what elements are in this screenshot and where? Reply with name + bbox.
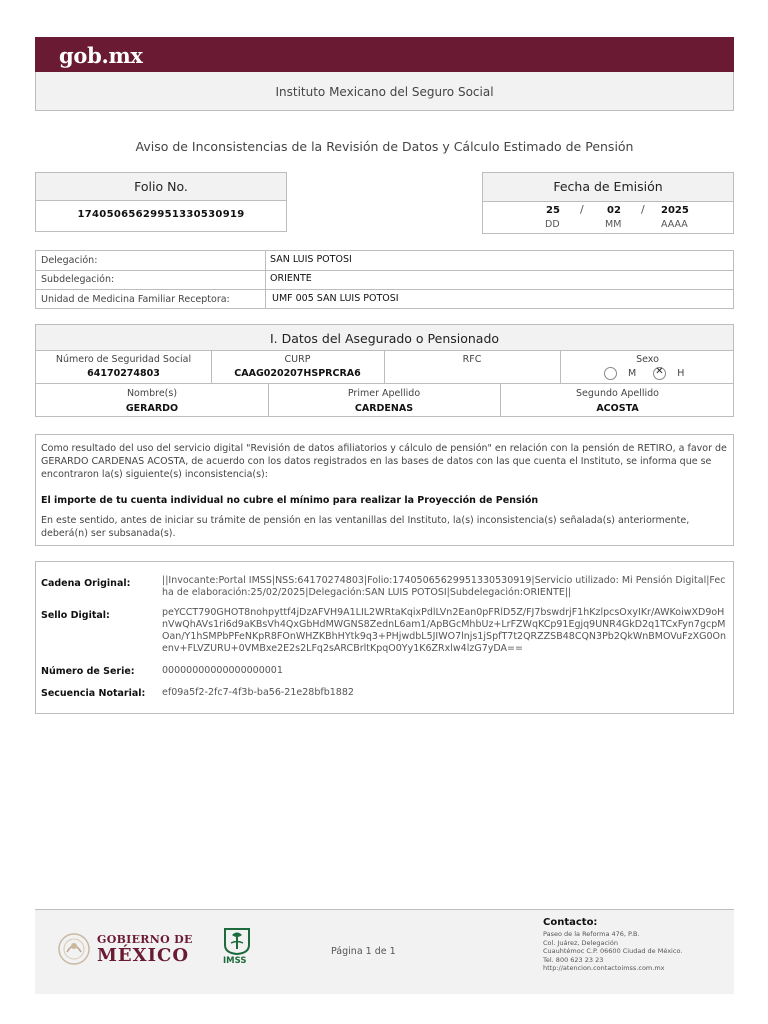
fecha-year: 2025 [661, 205, 689, 216]
sexo-m-label: M [628, 368, 637, 379]
gob-mx-logo[interactable]: gob.mx [59, 43, 143, 68]
secuencia-label: Secuencia Notarial: [41, 688, 146, 699]
rfc-label: RFC [462, 354, 482, 365]
mensaje-p3: En este sentido, antes de iniciar su trámite de pensión en las ventanillas del Instituto, la(s) inconsistencia(s) señalada(s) anteriormente, deberá(n) ser subsanada(s). [41, 515, 690, 539]
mexico-label: MÉXICO [97, 945, 190, 966]
escudo-nacional-icon [57, 930, 91, 968]
curp-label: CURP [284, 354, 311, 365]
sexo-h-radio[interactable] [653, 367, 666, 380]
contacto-line: Tel. 800 623 23 23 [543, 955, 604, 964]
nss-value: 64170274803 [87, 368, 160, 379]
ap2-label: Segundo Apellido [576, 388, 659, 399]
document-title: Aviso de Inconsistencias de la Revisión de Datos y Cálculo Estimado de Pensión [135, 139, 634, 154]
imss-label: IMSS [223, 956, 247, 966]
nss-label: Número de Seguridad Social [55, 354, 192, 365]
location-row [36, 251, 733, 271]
folio-value: 17405065629951330530919 [77, 209, 245, 220]
institute-name: Instituto Mexicano del Seguro Social [35, 72, 734, 111]
fecha-day: 25 [546, 205, 560, 216]
subdelegacion-value: ORIENTE [270, 273, 312, 284]
sello-value: peYCCT790GHOT8nohpyttf4jDzAFVH9A1LIL2WRtaKqixPdlLVn2Ean0pFRlD5Z/FJ7bswdrjF1hKzlpcsOxyIKr/AWKoiwXD9oHnVwQhAVs1ri6d9aKBsVh4QxGbHdMWGNS8ZednL6am1/ApBGcMhbUz+LrFZWqKCp91Egjq9UNR4GkD2q1TCxFyn7gcpMOan/Y1hSMPbPFeNKpR8FOnWHZKBhHYtk9q3+PHjwdbL5JIWO7lnjs1jSpfT7t2QRZZSB48CQN3Pb2QkWnBMOVuFzXG0Onenv+FLVZURU+0VMBxe2E2s2LFq2sARCBrltKpqO0Yy1K6ZRxlw4lzG7yDA== [162, 607, 727, 654]
ap2-value: ACOSTA [596, 403, 639, 414]
sexo-label: Sexo [636, 354, 659, 365]
serie-value: 00000000000000000001 [162, 665, 283, 676]
subdelegacion-label: Subdelegación: [41, 274, 115, 285]
delegacion-label: Delegación: [41, 255, 98, 266]
contacto-line: Col. Juárez, Delegación [543, 938, 618, 947]
asegurado-title: I. Datos del Asegurado o Pensionado [36, 325, 733, 351]
folio-box [35, 172, 287, 232]
asegurado-table [35, 324, 734, 417]
secuencia-value: ef09a5f2-2fc7-4f3b-ba56-21e28bfb1882 [162, 687, 354, 698]
location-row [36, 289, 733, 309]
gob-header-bar [35, 37, 734, 72]
mensaje-p1: Como resultado del uso del servicio digital "Revisión de datos afiliatorios y cálculo de pensión" en relación con la pensión de RETIRO, a favor de GERARDO CARDENAS ACOSTA, de acuerdo con los datos registrados en las bases de datos con las que cuenta el Instituto, se informa que se encontraron la(s) siguiente(s) inconsistencia(s): [41, 443, 727, 480]
curp-value: CAAG020207HSPRCRA6 [234, 368, 361, 379]
mensaje-p2: El importe de tu cuenta individual no cubre el mínimo para realizar la Proyección de Pensión [41, 495, 539, 506]
location-table [35, 250, 734, 309]
serie-label: Número de Serie: [41, 666, 135, 677]
mensaje-box [35, 434, 734, 546]
sexo-h-label: H [677, 368, 685, 379]
fecha-month: 02 [607, 205, 621, 216]
fecha-day-label: DD [545, 219, 560, 230]
ap1-label: Primer Apellido [347, 388, 421, 399]
page-number: Página 1 de 1 [331, 946, 396, 957]
delegacion-value: SAN LUIS POTOSI [270, 254, 352, 265]
location-row [36, 270, 733, 290]
contacto-line: Paseo de la Reforma 476, P.B. [543, 930, 640, 938]
folio-label: Folio No. [36, 173, 286, 201]
cadena-label: Cadena Original: [41, 578, 131, 589]
nombre-label: Nombre(s) [126, 388, 178, 399]
firma-box [35, 561, 734, 714]
footer [35, 909, 734, 994]
sello-label: Sello Digital: [41, 610, 110, 621]
fecha-month-label: MM [605, 219, 622, 230]
umf-label: Unidad de Medicina Familiar Receptora: [41, 294, 230, 305]
sexo-m-radio[interactable] [604, 367, 617, 380]
contacto-line: Cuauhtémoc C.P. 06600 Ciudad de México. [543, 947, 683, 955]
umf-value: UMF 005 SAN LUIS POTOSI [272, 293, 399, 304]
fecha-sep-2: / [641, 203, 645, 216]
contacto-title: Contacto: [543, 917, 598, 928]
gobierno-de-label: GOBIERNO DE [97, 933, 193, 946]
nombre-value: GERARDO [125, 403, 179, 414]
cadena-value: ||Invocante:Portal IMSS|NSS:64170274803|Folio:17405065629951330530919|Servicio utilizado: Mi Pensión Digital|Fecha de elaboración:25/02/2025|Delegación:SAN LUIS POTOSI|Subdelegación:ORIENTE|| [162, 575, 726, 598]
fecha-sep-1: / [580, 203, 584, 216]
contacto-link[interactable]: http://atencion.contactoimss.com.mx [543, 964, 665, 972]
fecha-box [482, 172, 734, 234]
ap1-value: CARDENAS [354, 403, 414, 414]
fecha-year-label: AAAA [661, 219, 688, 230]
imss-logo-icon [222, 927, 252, 955]
fecha-label: Fecha de Emisión [483, 173, 733, 202]
